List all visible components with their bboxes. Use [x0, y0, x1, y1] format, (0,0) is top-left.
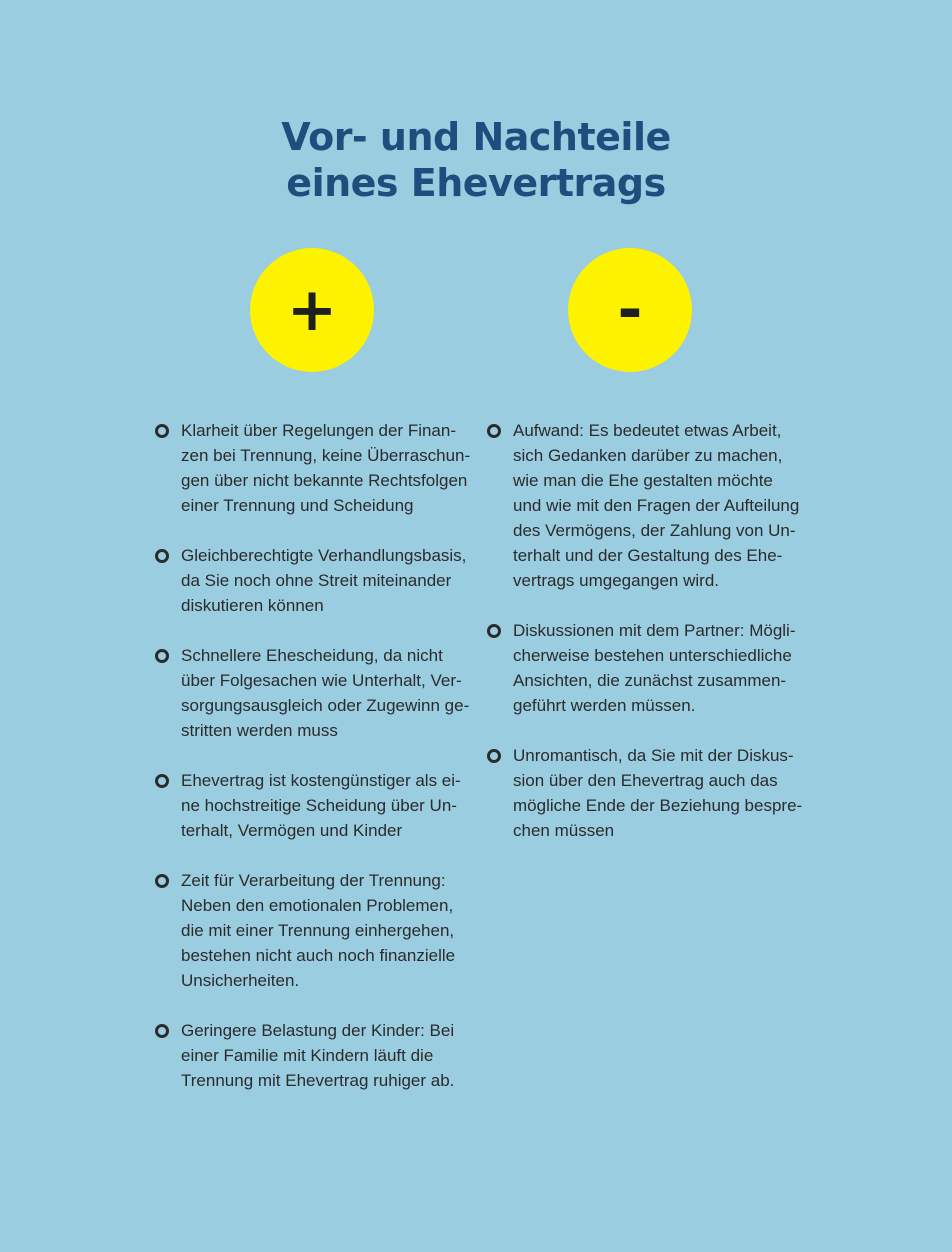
cons-list-item	[486, 618, 806, 718]
cons-list-item	[486, 418, 806, 593]
pros-list-item	[154, 768, 474, 843]
pros-item-text: Zeit für Verarbeitung der Trennung: Neben den emotionalen Problemen, die mit einer Trennung einhergehen, bestehen nicht auch noch finanzielle Unsicherheiten.	[181, 871, 456, 990]
ring-bullet-icon	[155, 774, 169, 788]
minus-icon: -	[568, 248, 692, 372]
pros-list-item	[154, 643, 474, 743]
ring-bullet-icon	[155, 874, 169, 888]
cons-item-text: Unromantisch, da Sie mit der Diskus- sion über den Ehevertrag auch das mögliche Ende der Beziehung bespre- chen müssen	[513, 746, 803, 840]
plus-icon: +	[250, 248, 374, 372]
pros-list-item	[154, 543, 474, 618]
pros-list	[154, 418, 474, 1118]
ring-bullet-icon	[155, 649, 169, 663]
ring-bullet-icon	[155, 424, 169, 438]
pros-item-text: Schnellere Ehescheidung, da nicht über Folgesachen wie Unterhalt, Ver- sorgungsausgleich oder Zugewinn ge- stritten werden muss	[181, 646, 470, 740]
cons-list	[486, 418, 806, 868]
pros-list-item	[154, 418, 474, 518]
title-line-2: eines Ehevertrags	[286, 161, 666, 205]
pros-item-text: Klarheit über Regelungen der Finan- zen bei Trennung, keine Überraschun- gen über nicht bekannte Rechtsfolgen einer Trennung und Scheidung	[181, 421, 471, 515]
pros-list-item	[154, 868, 474, 993]
ring-bullet-icon	[155, 549, 169, 563]
pros-item-text: Geringere Belastung der Kinder: Bei einer Familie mit Kindern läuft die Trennung mit Ehevertrag ruhiger ab.	[181, 1021, 455, 1090]
page-title	[0, 114, 952, 206]
cons-item-text: Diskussionen mit dem Partner: Mögli- cherweise bestehen unterschiedliche Ansichten, die zunächst zusammen- geführt werden müssen.	[513, 621, 796, 715]
cons-item-text: Aufwand: Es bedeutet etwas Arbeit, sich Gedanken darüber zu machen, wie man die Ehe gestalten möchte und wie mit den Fragen der Aufteilung des Vermögens, der Zahlung von Un- terhalt und der Gestaltung des Ehe- vertrags umgegangen wird.	[513, 421, 800, 590]
pros-item-text: Gleichberechtigte Verhandlungsbasis, da Sie noch ohne Streit miteinander diskutieren können	[181, 546, 467, 615]
cons-list-item	[486, 743, 806, 843]
pros-list-item	[154, 1018, 474, 1093]
ring-bullet-icon	[487, 424, 501, 438]
ring-bullet-icon	[155, 1024, 169, 1038]
ring-bullet-icon	[487, 749, 501, 763]
ring-bullet-icon	[487, 624, 501, 638]
title-line-1: Vor- und Nachteile	[281, 115, 671, 159]
pros-item-text: Ehevertrag ist kostengünstiger als ei- ne hochstreitige Scheidung über Un- terhalt, Vermögen und Kinder	[181, 771, 461, 840]
